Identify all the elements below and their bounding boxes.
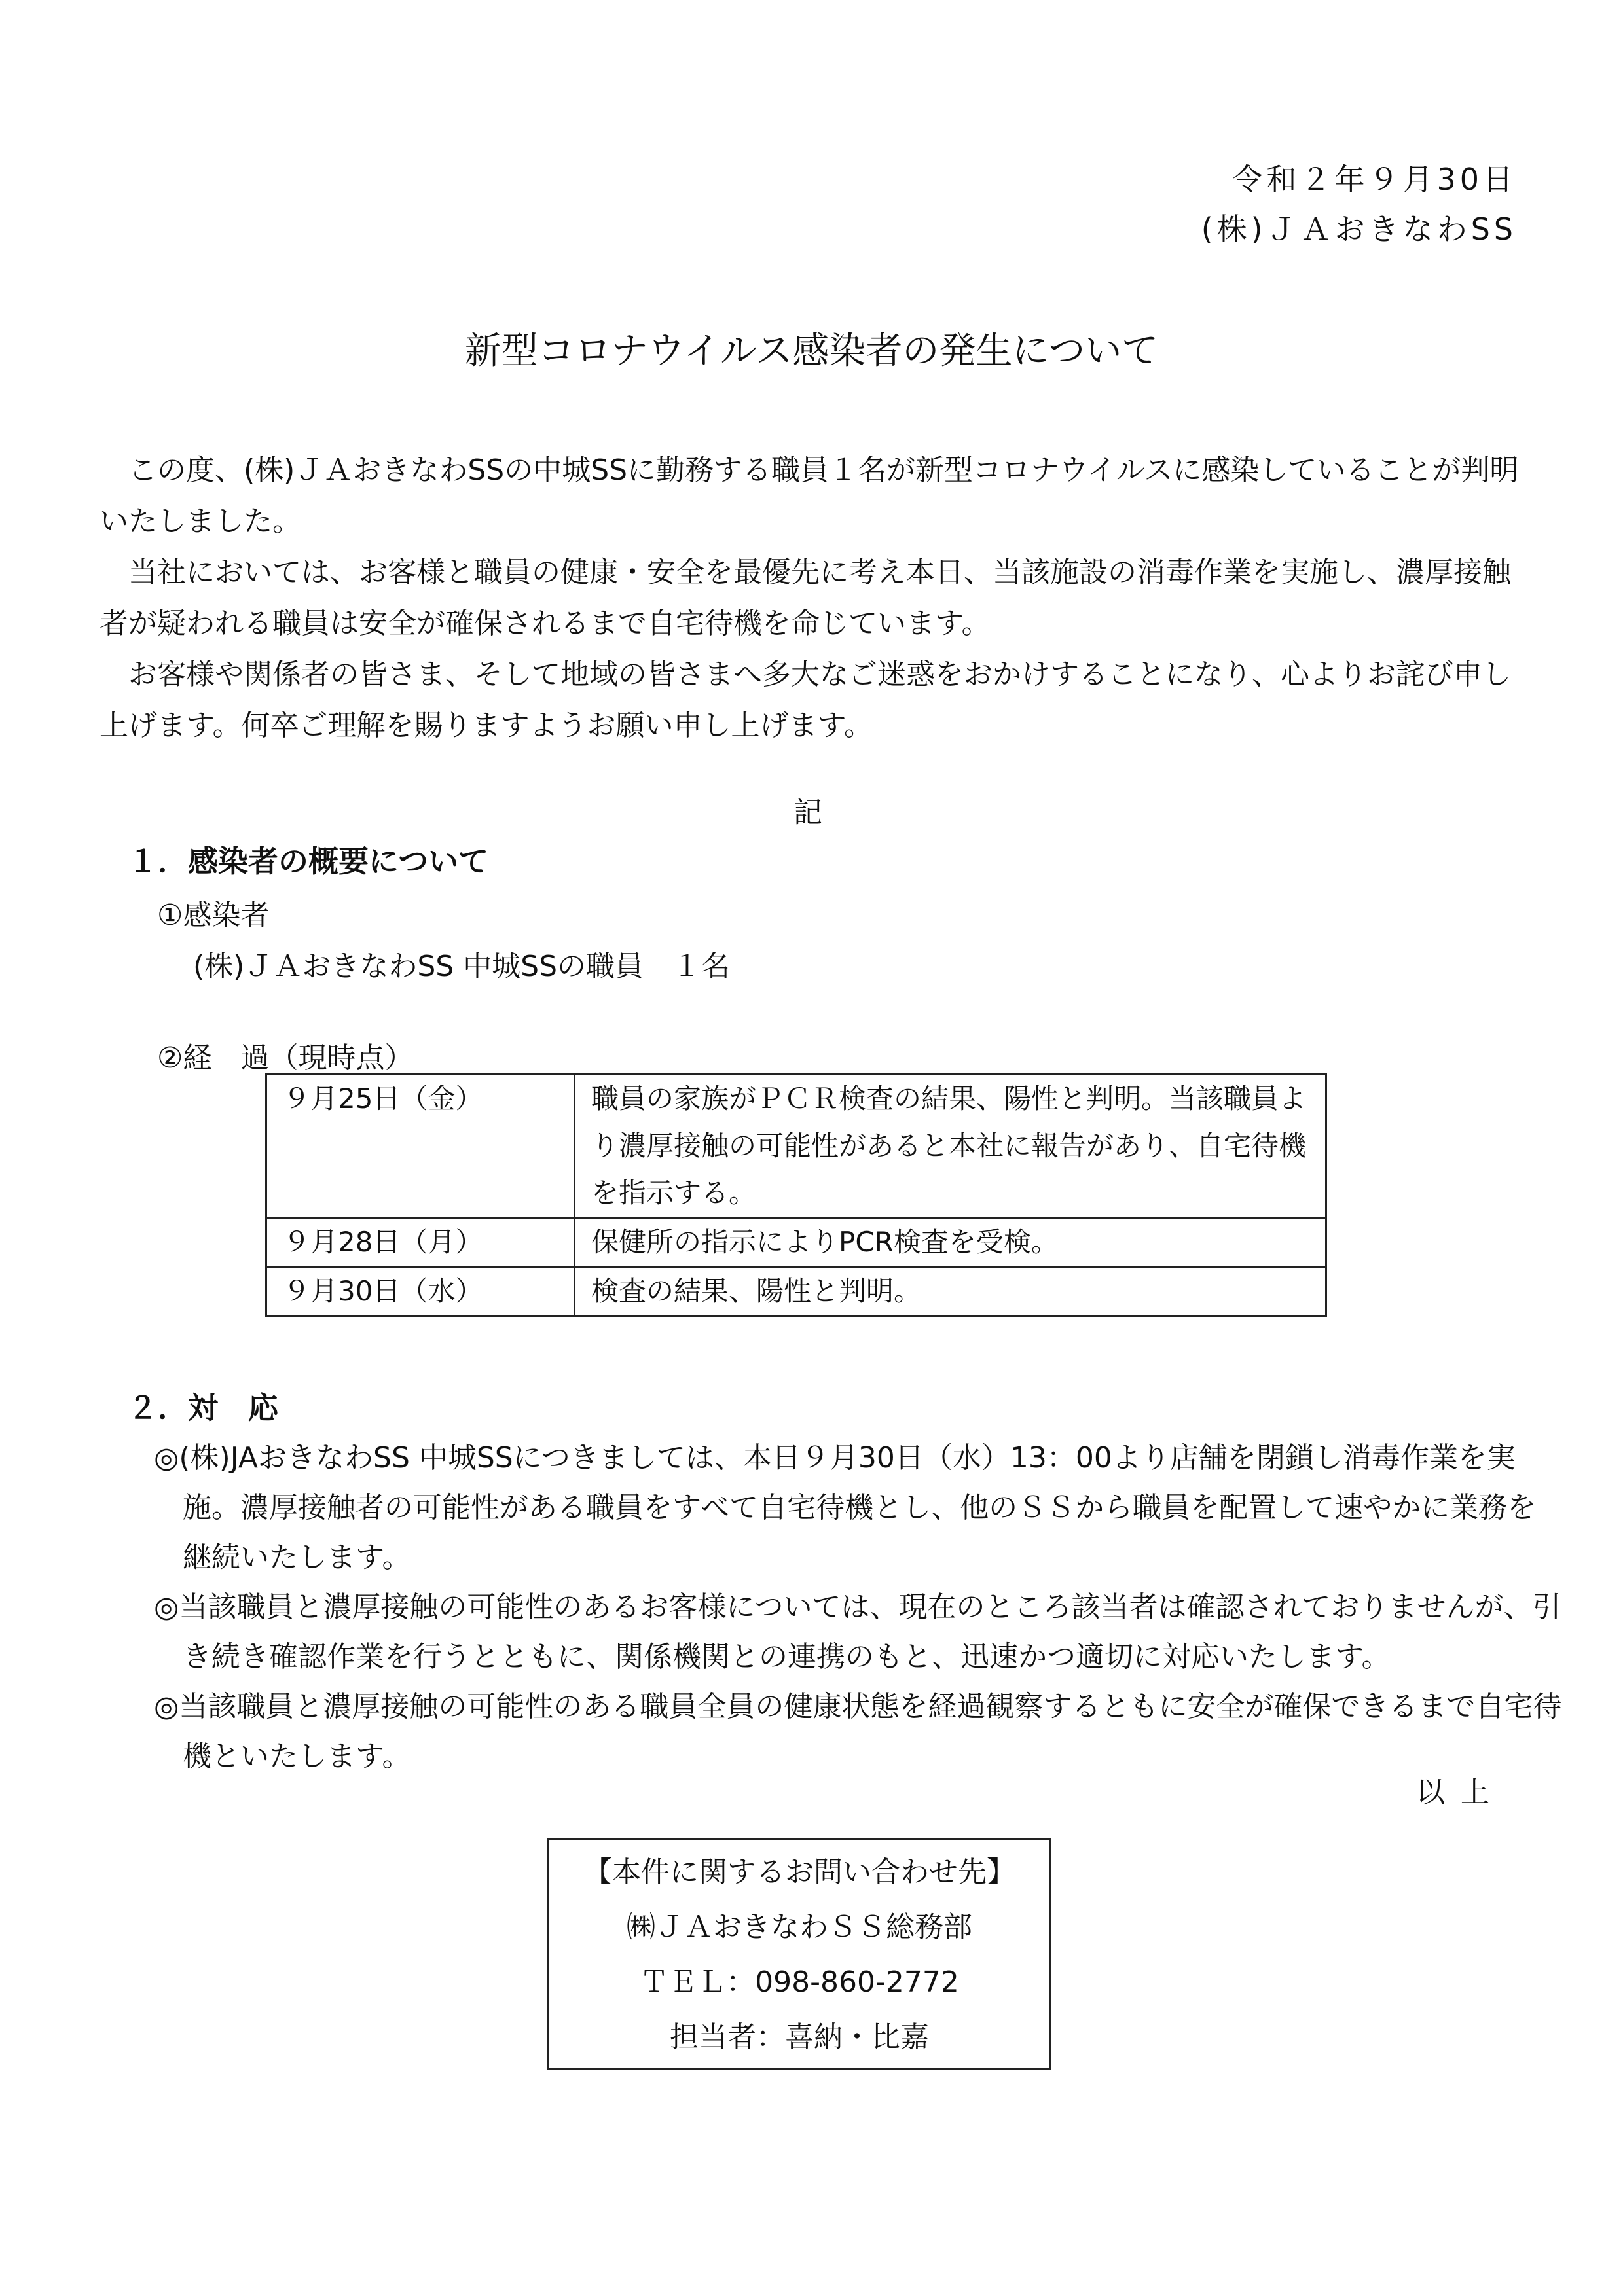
- progress-label: ②経 過（現時点）: [157, 1041, 414, 1075]
- section-2-heading: ２．対 応: [128, 1390, 278, 1426]
- infected-value: (株)ＪＡおきなわSS 中城SSの職員 １名: [193, 950, 731, 983]
- closing-mark: 以上: [1416, 1776, 1505, 1809]
- document-date: 令和２年９月30日: [1232, 162, 1517, 197]
- response-item-3: ◎当該職員と濃厚接触の可能性のある職員全員の健康状態を経過観察するともに安全が確保できるまで自宅待機といたします。: [154, 1690, 1562, 1773]
- contact-tel: ＴＥＬ：098-860-2772: [640, 1965, 959, 1999]
- section-1-heading: １．感染者の概要について: [128, 844, 489, 879]
- timeline-date: ９月25日（金）: [266, 1075, 575, 1218]
- timeline-table: [265, 1073, 1327, 1317]
- timeline-event: 検査の結果、陽性と判明。: [575, 1267, 1326, 1316]
- table-row: [266, 1267, 1326, 1316]
- contact-box: [547, 1838, 1051, 2070]
- infected-label: ①感染者: [157, 899, 270, 932]
- timeline-event: 職員の家族がＰＣＲ検査の結果、陽性と判明。当該職員より濃厚接触の可能性があると本社に報告があり、自宅待機を指示する。: [575, 1075, 1326, 1218]
- table-row: [266, 1075, 1326, 1218]
- body-paragraph-3: お客様や関係者の皆さま、そして地域の皆さまへ多大なご迷惑をおかけすることになり、心よりお詫び申し上げます。何卒ご理解を賜りますようお願い申し上げます。: [100, 658, 1511, 742]
- timeline-event: 保健所の指示によりPCR検査を受検。: [575, 1218, 1326, 1267]
- contact-heading: 【本件に関するお問い合わせ先】: [583, 1856, 1015, 1889]
- timeline-date: ９月30日（水）: [266, 1267, 575, 1316]
- timeline-date: ９月28日（月）: [266, 1218, 575, 1267]
- ki-mark: 記: [793, 796, 822, 829]
- body-paragraph-2: 当社においては、お客様と職員の健康・安全を最優先に考え本日、当該施設の消毒作業を実施し、濃厚接触者が疑われる職員は安全が確保されるまで自宅待機を命じています。: [100, 556, 1511, 640]
- body-paragraph-1: この度、(株)ＪＡおきなわSSの中城SSに勤務する職員１名が新型コロナウイルスに感染していることが判明いたしました。: [100, 454, 1519, 538]
- contact-department: ㈱ＪＡおきなわＳＳ総務部: [627, 1910, 972, 1944]
- contact-person: 担当者：喜納・比嘉: [670, 2020, 929, 2054]
- response-item-1: ◎(株)JAおきなわSS 中城SSにつきましては、本日９月30日（水）13：00より店舗を閉鎖し消毒作業を実施。濃厚接触者の可能性がある職員をすべて自宅待機とし、他のＳＳから職員を配置して速やかに業務を継続いたします。: [154, 1441, 1537, 1574]
- document-title: 新型コロナウイルス感染者の発生について: [464, 330, 1159, 372]
- response-item-2: ◎当該職員と濃厚接触の可能性のあるお客様については、現在のところ該当者は確認されておりませんが、引き続き確認作業を行うとともに、関係機関との連携のもと、迅速かつ適切に対応いたします。: [154, 1590, 1561, 1674]
- table-row: [266, 1218, 1326, 1267]
- issuer-company: (株)ＪＡおきなわSS: [1201, 211, 1517, 247]
